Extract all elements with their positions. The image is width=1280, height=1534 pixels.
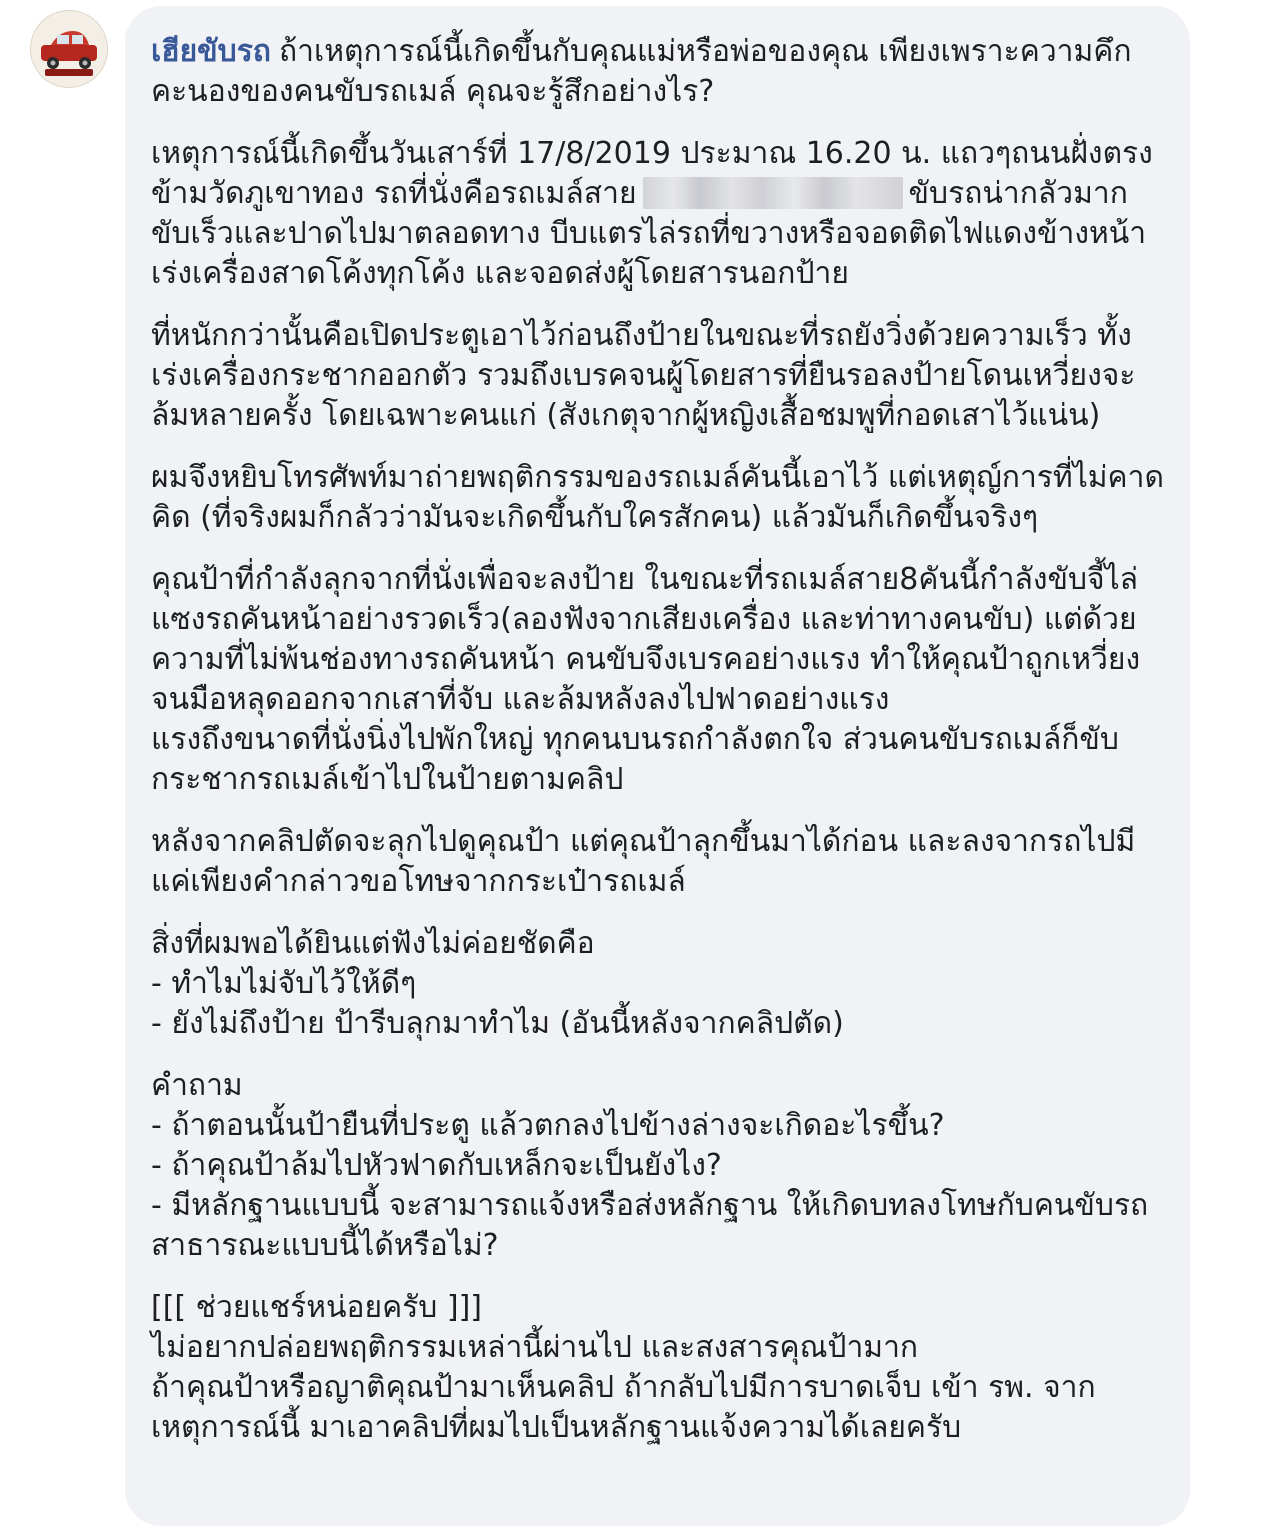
avatar-car-icon (31, 11, 107, 87)
comment-author-link[interactable]: เฮียขับรถ (151, 34, 271, 69)
comment-paragraph-8: [[[ ช่วยแชร์หน่อยครับ ]]] ไม่อยากปล่อยพฤติกรรมเหล่านี้ผ่านไป และสงสารคุณป้ามาก ถ้าคุณป้าหรือญาติคุณป้ามาเห็นคลิป ถ้ากลับไปมีการบาดเจ็บ เข้า รพ. จากเหตุการณ์นี้ มาเอาคลิปที่ผมไปเป็นหลักฐานแจ้งความได้เลยครับ (151, 1290, 1096, 1445)
comment-intro-text: ถ้าเหตุการณ์นี้เกิดขึ้นกับคุณแม่หรือพ่อของคุณ เพียงเพราะความคึกคะนองของคนขับรถเมล์ คุณจะรู้สึกอย่างไร? (151, 34, 1132, 109)
comment-paragraph-6: สิ่งที่ผมพอได้ยินแต่ฟังไม่ค่อยชัดคือ - ทำไมไม่จับไว้ให้ดีๆ - ยังไม่ถึงป้าย ป้ารีบลุกมาทำไม (อันนี้หลังจากคลิปตัด) (151, 926, 844, 1041)
avatar[interactable] (30, 10, 108, 88)
comment-paragraph-1 (151, 134, 1166, 294)
paragraph-1-text-end: ขับรถน่ากลัวมาก ขับเร็วและปาดไปมาตลอดทาง บีบแตรไล่รถที่ขวางหรือจอดติดไฟแดงข้างหน้า เร่งเครื่องสาดโค้งทุกโค้ง และจอดส่งผู้โดยสารนอกป้าย (151, 176, 1156, 291)
comment-paragraph-7: คำถาม - ถ้าตอนนั้นป้ายืนที่ประตู แล้วตกลงไปข้างล่างจะเกิดอะไรขึ้น? - ถ้าคุณป้าล้มไปหัวฟาดกับเหล็กจะเป็นยังไง? - มีหลักฐานแบบนี้ จะสามารถแจ้งหรือส่งหลักฐาน ให้เกิดบทลงโทษกับคนขับรถสาธารณะแบบนี้ได้หรือไม่? (151, 1068, 1149, 1263)
comment-paragraph-5: หลังจากคลิปตัดจะลุกไปดูคุณป้า แต่คุณป้าลุกขึ้นมาได้ก่อน และลงจากรถไปมีแค่เพียงคำกล่าวขอโทษจากกระเป๋ารถเมล์ (151, 824, 1136, 899)
comment-paragraph-4: คุณป้าที่กำลังลุกจากที่นั่งเพื่อจะลงป้าย ในขณะที่รถเมล์สาย8คันนี้กำลังขับจี้ไล่แซงรถคันหน้าอย่างรวดเร็ว(ลองฟังจากเสียงเครื่อง และท่าทางคนขับ) แต่ด้วยความที่ไม่พ้นช่องทางรถคันหน้า คนขับจึงเบรคอย่างแรง ทำให้คุณป้าถูกเหวี่ยงจนมือหลุดออกจากเสาที่จับ และล้มหลังลงไปฟาดอย่างแรง แรงถึงขนาดที่นั่งนิ่งไปพักใหญ่ ทุกคนบนรถกำลังตกใจ ส่วนคนขับรถเมล์ก็ขับกระชากรถเมล์เข้าไปในป้ายตามคลิป (151, 562, 1141, 797)
comment-paragraph-3: ผมจึงหยิบโทรศัพท์มาถ่ายพฤติกรรมของรถเมล์คันนี้เอาไว้ แต่เหตุญ์การที่ไม่คาดคิด (ที่จริงผมก็กลัวว่ามันจะเกิดขึ้นกับใครสักคน) แล้วมันก็เกิดขึ้นจริงๆ (151, 460, 1164, 535)
comment-intro-paragraph (151, 32, 1166, 112)
redacted-bus-number (643, 177, 903, 209)
comment-paragraph-2: ที่หนักกว่านั้นคือเปิดประตูเอาไว้ก่อนถึงป้ายในขณะที่รถยังวิ่งด้วยความเร็ว ทั้งเร่งเครื่องกระชากออกตัว รวมถึงเบรคจนผู้โดยสารที่ยืนรอลงป้ายโดนเหวี่ยงจะล้มหลายครั้ง โดยเฉพาะคนแก่ (สังเกตุจากผู้หญิงเสื้อชมพูที่กอดเสาไว้แน่น) (151, 318, 1136, 433)
paragraph-1-text-start: เหตุการณ์นี้เกิดขึ้นวันเสาร์ที่ 17/8/2019 ประมาณ 16.20 น. แถวๆถนนฝั่งตรงข้ามวัดภูเขาทอง รถที่นั่งคือรถเมล์สาย (151, 136, 1153, 211)
comment-bubble (125, 6, 1190, 1526)
